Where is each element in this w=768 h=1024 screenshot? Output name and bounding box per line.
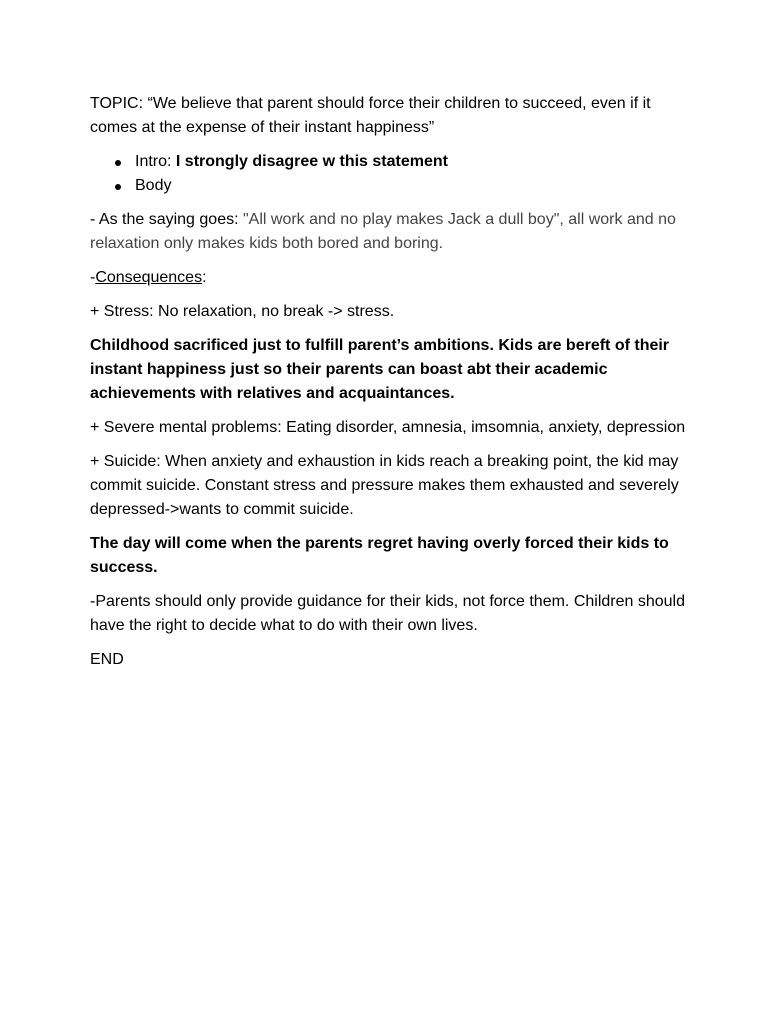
- saying-quote: "All work and no play makes Jack a dull boy", all work and no relaxation only makes kids both bored and boring.: [90, 211, 676, 252]
- bullet-list: [90, 150, 690, 198]
- mental-paragraph: + Severe mental problems: Eating disorder, amnesia, imsomnia, anxiety, depression: [90, 419, 686, 436]
- bullet-dot-icon: [115, 160, 121, 166]
- guidance-paragraph: -Parents should only provide guidance for their kids, not force them. Children should have the right to decide what to do with their own lives.: [90, 593, 685, 634]
- bullet-item-intro: [135, 150, 690, 174]
- stress-paragraph: + Stress: No relaxation, no break -> stress.: [90, 303, 395, 320]
- bullet-item-body: [135, 174, 690, 198]
- topic-paragraph: TOPIC: “We believe that parent should force their children to succeed, even if it comes at the expense of their instant happiness”: [90, 95, 651, 136]
- end-paragraph: END: [90, 651, 124, 668]
- body-label: Body: [135, 177, 172, 194]
- saying-prefix: - As the saying goes:: [90, 211, 243, 228]
- suicide-paragraph: + Suicide: When anxiety and exhaustion in kids reach a breaking point, the kid may commit suicide. Constant stress and pressure makes them exhausted and severely depressed->wants to commit suicide.: [90, 453, 679, 518]
- consequences-dash: -: [90, 269, 96, 286]
- consequences-colon: :: [202, 269, 207, 286]
- consequences-heading: [90, 266, 690, 290]
- intro-statement: I strongly disagree w this statement: [175, 153, 448, 170]
- document-page: [90, 92, 690, 682]
- intro-label: Intro:: [135, 153, 176, 170]
- bullet-dot-icon: [115, 184, 121, 190]
- regret-paragraph: The day will come when the parents regret having overly forced their kids to success.: [90, 535, 669, 576]
- consequences-word: Consequences: [95, 269, 203, 286]
- saying-paragraph: [90, 208, 690, 256]
- childhood-paragraph: Childhood sacrificed just to fulfill parent’s ambitions. Kids are bereft of their instant happiness just so their parents can boast abt their academic achievements with relatives and acquaintances.: [90, 337, 670, 402]
